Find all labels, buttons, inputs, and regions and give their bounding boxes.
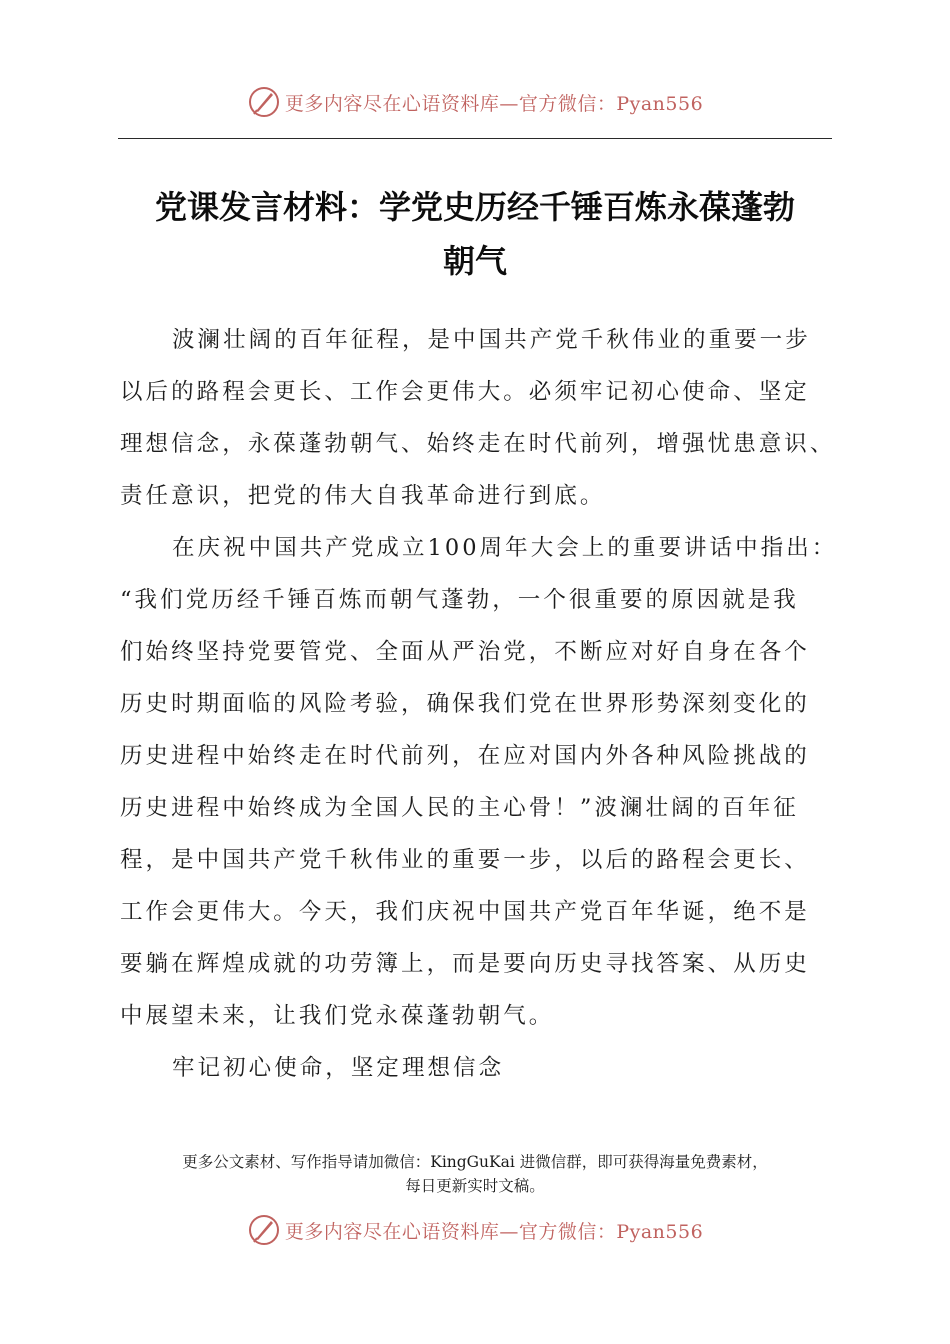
header-divider — [118, 138, 832, 139]
quill-pen-logo-icon — [247, 1213, 281, 1247]
title-line-2: 朝气 — [442, 242, 507, 280]
body-line: “我们党历经千锤百炼而朝气蓬勃，一个很重要的原因就是我 — [120, 587, 799, 613]
body-line: 历史进程中始终成为全国人民的主心骨！”波澜壮阔的百年征 — [120, 795, 799, 821]
body-line: 责任意识，把党的伟大自我革命进行到底。 — [120, 483, 606, 509]
footer-note-line-2: 每日更新实时文稿。 — [405, 1177, 545, 1195]
body-line: 要躺在辉煌成就的功劳簿上，而是要向历史寻找答案、从历史 — [120, 951, 810, 977]
body-line: 们始终坚持党要管党、全面从严治党，不断应对好自身在各个 — [120, 639, 810, 665]
footer-watermark-text: 更多内容尽在心语资料库—官方微信：Pyan556 — [284, 1220, 704, 1243]
body-line: 历史进程中始终走在时代前列，在应对国内外各种风险挑战的 — [120, 743, 810, 769]
body-line: 理想信念，永葆蓬勃朝气、始终走在时代前列，增强忧患意识、 — [120, 431, 836, 457]
footer-note-line-1: 更多公文素材、写作指导请加微信：KingGuKai 进微信群，即可获得海量免费素材， — [182, 1153, 768, 1171]
header-watermark — [0, 82, 950, 122]
document-title — [100, 180, 850, 288]
body-line: 以后的路程会更长、工作会更伟大。必须牢记初心使命、坚定 — [120, 379, 810, 405]
body-line: 历史时期面临的风险考验，确保我们党在世界形势深刻变化的 — [120, 691, 810, 717]
quill-pen-logo-icon — [247, 85, 281, 119]
footer-watermark — [0, 1210, 950, 1250]
body-line: 程，是中国共产党千秋伟业的重要一步，以后的路程会更长、 — [120, 847, 810, 873]
body-line: 波澜壮阔的百年征程，是中国共产党千秋伟业的重要一步 — [172, 327, 811, 353]
body-line: 工作会更伟大。今天，我们庆祝中国共产党百年华诞，绝不是 — [120, 899, 810, 925]
body-line: 中展望未来，让我们党永葆蓬勃朝气。 — [120, 1003, 555, 1029]
section-heading: 牢记初心使命，坚定理想信念 — [172, 1055, 505, 1081]
title-line-1: 党课发言材料：学党史历经千锤百炼永葆蓬勃 — [154, 188, 795, 226]
body-line: 在庆祝中国共产党成立100周年大会上的重要讲话中指出： — [172, 535, 838, 561]
header-watermark-text: 更多内容尽在心语资料库—官方微信：Pyan556 — [284, 92, 704, 115]
